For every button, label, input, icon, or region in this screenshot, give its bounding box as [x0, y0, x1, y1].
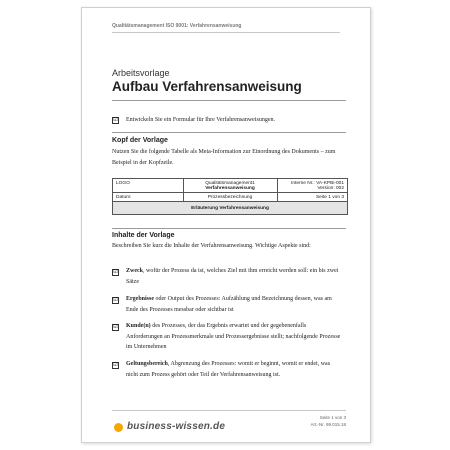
list-item-text: , Abgrenzung des Prozesses: womit er beginnt, womit er endet, was nicht zum Prozess gehört oder Teil der Verfahrensanweisung ist.	[126, 361, 331, 378]
list-item-term: Ergebnisse	[126, 296, 155, 302]
section-head-text: Nutzen Sie die folgende Tabelle als Meta-Information zur Einordnung des Dokuments – zum Beispiel in der Kopfzeile.	[112, 149, 336, 166]
section-heading-content: Inhalte der Vorlage	[112, 232, 175, 239]
list-item-text: , wofür der Prozess da ist, welches Ziel mit ihm erreicht werden soll: ein bis zwei Sätze	[126, 268, 339, 285]
table-cell-explanation: Erläuterung Verfahrensanweisung	[113, 202, 348, 215]
list-item-text: oder Output des Prozesses: Aufzählung und Bezeichnung dessen, was am Ende des Prozesses messbar oder sichtbar ist	[126, 296, 332, 313]
list-item-text: des Prozesses, der das Ergebnis erwartet und der gegebenenfalls Anforderungen an Prozessmerkmale und Prozessergebnisse stellt; nachfolgende Prozesse im Unternehmen	[126, 323, 341, 350]
document-title: Aufbau Verfahrensanweisung	[112, 79, 302, 94]
list-item-term: Kunde(n)	[126, 323, 151, 329]
table-cell-id	[277, 179, 348, 193]
logo-dot-icon	[114, 423, 123, 432]
section-rule	[112, 228, 346, 229]
table-cell-page: Seite 1 von 3	[277, 193, 348, 202]
list-item	[126, 359, 342, 380]
brand-logo: business-wissen.de	[127, 421, 226, 432]
list-item-term: Geltungsbereich	[126, 361, 168, 367]
list-item-term: Zweck	[126, 268, 143, 274]
checkbox-icon: ☑	[113, 324, 118, 330]
table-cell-process: Prozessbezeichnung	[183, 193, 277, 202]
table-cell-date: Datum:	[113, 193, 184, 202]
table-cell-qm	[183, 179, 277, 193]
checkbox-icon: ☑	[113, 269, 118, 275]
table-cell-logo: LOGO	[113, 179, 184, 193]
table-cell-id-line2: Version: 002	[317, 185, 344, 191]
section-heading-head: Kopf der Vorlage	[112, 137, 168, 144]
footer-article-number: Art.-Nr. 99.015.18	[310, 422, 346, 427]
document-page	[81, 7, 371, 443]
footer-divider	[112, 410, 346, 411]
document-subtitle: Arbeitsvorlage	[112, 68, 170, 78]
header-divider	[112, 32, 340, 33]
list-item	[126, 321, 342, 353]
checkbox-icon: ☑	[113, 362, 118, 368]
intro-text: Entwickeln Sie ein Formular für Ihre Verfahrensanweisungen.	[126, 117, 276, 123]
template-table	[112, 178, 348, 215]
footer-page-number: Seite 1 von 3	[319, 415, 346, 420]
table-cell-id-line1: Interne Nr.: VA-KPBi-001	[291, 180, 344, 186]
checkbox-icon: ☑	[113, 117, 118, 123]
title-rule	[112, 100, 346, 101]
list-item	[126, 266, 342, 287]
section-content-text: Beschreiben Sie kurz die Inhalte der Verfahrensanweisung. Wichtige Aspekte sind:	[112, 243, 311, 249]
intro-rule	[112, 132, 346, 133]
footer-page-info	[310, 414, 346, 428]
checkbox-icon: ☑	[113, 297, 118, 303]
table-cell-qm-line2: Verfahrensanweisung	[205, 185, 255, 191]
table-cell-qm-line1: Qualitätsmanagement1	[205, 180, 255, 186]
running-header: Qualitätsmanagement ISO 9001: Verfahrensanweisung	[112, 23, 242, 29]
list-item	[126, 294, 342, 315]
